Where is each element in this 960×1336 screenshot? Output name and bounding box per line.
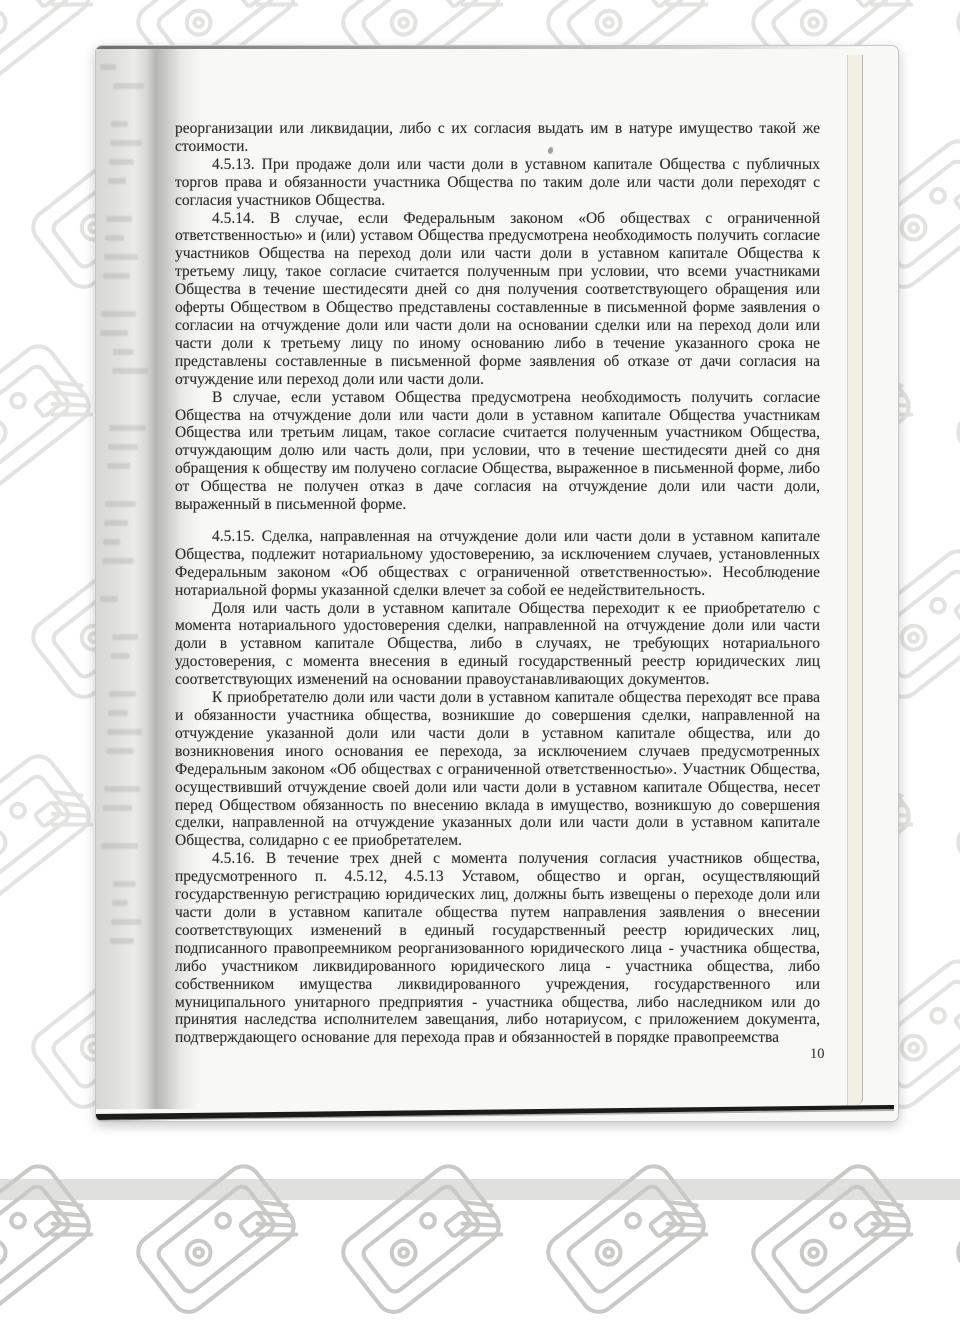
page-number: 10 <box>810 1046 825 1063</box>
watermark-device-icon <box>935 726 960 927</box>
bleedthrough-text <box>100 64 144 1061</box>
document-text <box>175 120 820 1047</box>
paragraph: Доля или часть доли в уставном капитале Общества переходит к ее приобретателю с момента нотариального удостоверения сделки, направленной на отчуждение доли или части доли в уставном капитале Общества, либо в случаях, не требующих нотариального удостоверения, с момента внесения в единый государственный реестр юридических лиц соответствующих изменений на основании правоустанавливающих документов. <box>175 600 820 690</box>
paragraph: К приобретателю доли или части доли в уставном капитале общества переходят все права и обязанности участника общества, возникшие до совершения сделки, направленной на отчуждение указанной доли или части доли в уставном капитале общества, или до возникновения иного основания ее перехода, за исключением случаев предусмотренных Федеральным законом «Об обществах с ограниченной ответственностью». Участник Общества, осуществивший отчуждение своей доли или части доли в уставном капитале Общества, несет перед Обществом обязанность по внесению вклада в имущество, возникшую до совершения сделки, направленной на отчуждение указанных доли или части доли в уставном капитале Общества, солидарно с ее приобретателем. <box>175 689 820 850</box>
scan-top-edge <box>96 46 898 49</box>
watermark-device-icon <box>0 1136 120 1336</box>
scanned-page <box>95 45 899 1122</box>
watermark-device-icon <box>730 1136 939 1336</box>
watermark-device-icon <box>320 1136 529 1336</box>
paragraph: 4.5.13. При продаже доли или части доли в уставном капитале Общества с публичных торгов права и обязанности участника Общества по таким доле или части доли переходят с согласия участников Общества. <box>175 156 820 210</box>
paragraph: 4.5.16. В течение трех дней с момента получения согласия участников общества, предусмотренного п. 4.5.12, 4.5.13 Уставом, общество и орган, осуществляющий государственную регистрацию юридических лиц, должны быть извещены о переходе доли или части доли в уставном капитале общества путем направления заявления о внесении соответствующих изменений в единый государственный реестр юридических лиц, подписанного правопреемником реорганизованного юридического лица - участника общества, либо участником ликвидированного юридического лица - участника общества, либо собственником имущества ликвидированного учреждения, государственного или муниципального унитарного предприятия - участника общества, либо наследником или до принятия наследства исполнителем завещания, либо нотариусом, с приложением документа, подтверждающего основание для перехода прав и обязанностей в порядке правопреемства <box>175 850 820 1047</box>
paragraph: В случае, если уставом Общества предусмотрена необходимость получить согласие Общества на отчуждение доли или части доли в уставном капитале Общества участникам Общества или третьим лицам, такое согласие считается полученным участником Общества, отчуждающим долю или часть доли, при условии, что в течение шестидесяти дней со дня обращения к обществу им получено согласие Общества, выраженное в письменной форме, либо от Общества не получен отказ в даче согласия на отчуждение доли или части доли, выраженный в письменной форме. <box>175 389 820 514</box>
watermark-device-icon <box>525 1136 734 1336</box>
watermark-device-icon <box>115 1136 324 1336</box>
watermark-device-icon <box>935 316 960 517</box>
watermark-device-icon <box>935 1136 960 1336</box>
paragraph: реорганизации или ликвидации, либо с их согласия выдать им в натуре имущество такой же стоимости. <box>175 120 820 156</box>
paragraph: 4.5.14. В случае, если Федеральным законом «Об обществах с ограниченной ответственностью» и (или) уставом Общества предусмотрена необходимость получить согласие участников Общества на переход доли или части доли в уставном капитале Общества к третьему лицу, такое согласие считается полученным при условии, что всеми участниками Общества в течение шестидесяти дней со дня получения соответствующего обращения или оферты Обществом в Общество представлены составленные в письменной форме заявления о согласии на отчуждение доли или части доли на основании сделки или на переход доли или части доли к третьему лицу по иному основанию либо в течение указанного срока не представлены составленные в письменной форме заявления об отказе от дачи согласия на отчуждение или переход доли или части доли. <box>175 210 820 389</box>
scan-bottom-shadow <box>96 1103 898 1121</box>
page-edge-strip <box>847 55 863 1105</box>
watermark-device-icon <box>935 0 960 106</box>
paragraph: 4.5.15. Сделка, направленная на отчуждение доли или части доли в уставном капитале Общества, подлежит нотариальному удостоверению, за исключением случаев, установленных Федеральным законом «Об обществах с ограниченной ответственностью». Несоблюдение нотариальной формы указанной сделки влечет за собой ее недействительность. <box>175 528 820 600</box>
